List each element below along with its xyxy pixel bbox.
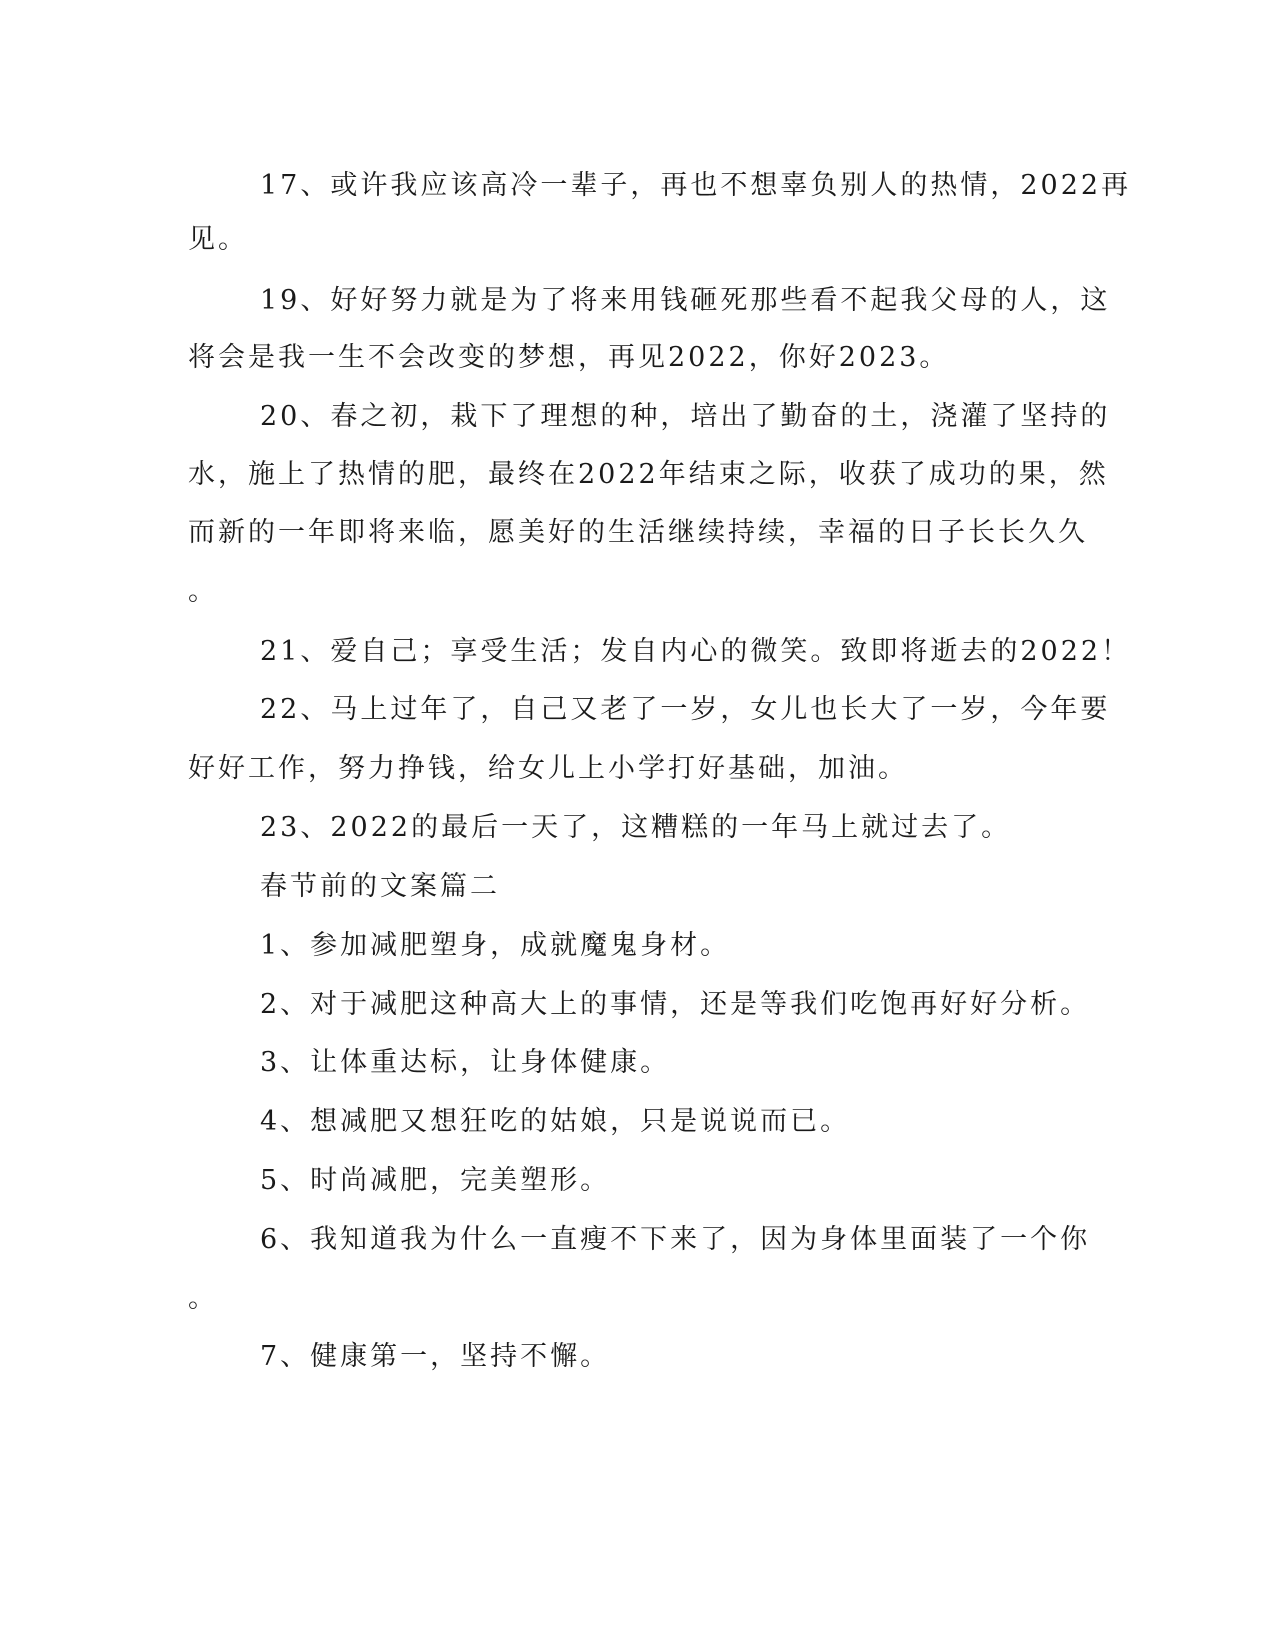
text-line: 20、春之初，栽下了理想的种，培出了勤奋的土，浇灌了坚持的 xyxy=(260,401,1111,432)
text-line: 见。 xyxy=(188,224,248,255)
text-line: 水，施上了热情的肥，最终在2022年结束之际，收获了成功的果，然 xyxy=(188,459,1109,490)
text-line: 17、或许我应该高冷一辈子，再也不想辜负别人的热情，2022再 xyxy=(260,170,1132,201)
text-line: 1、参加减肥塑身，成就魔鬼身材。 xyxy=(260,930,731,961)
text-line: 将会是我一生不会改变的梦想，再见2022，你好2023。 xyxy=(188,342,950,373)
text-line: 4、想减肥又想狂吃的姑娘，只是说说而已。 xyxy=(260,1106,851,1137)
text-line: 好好工作，努力挣钱，给女儿上小学打好基础，加油。 xyxy=(188,753,908,784)
text-line: 而新的一年即将来临，愿美好的生活继续持续，幸福的日子长长久久 xyxy=(188,517,1088,548)
text-line: 3、让体重达标，让身体健康。 xyxy=(260,1047,671,1078)
section-heading: 春节前的文案篇二 xyxy=(260,871,500,902)
text-line: 22、马上过年了，自己又老了一岁，女儿也长大了一岁，今年要 xyxy=(260,694,1111,725)
text-line: 。 xyxy=(188,576,218,607)
text-line: 5、时尚减肥，完美塑形。 xyxy=(260,1165,611,1196)
text-line: 6、我知道我为什么一直瘦不下来了，因为身体里面装了一个你 xyxy=(260,1224,1091,1255)
text-line: 2、对于减肥这种高大上的事情，还是等我们吃饱再好好分析。 xyxy=(260,989,1091,1020)
text-line: 。 xyxy=(188,1283,218,1314)
text-line: 21、爱自己；享受生活；发自内心的微笑。致即将逝去的2022！ xyxy=(260,636,1132,667)
text-line: 19、好好努力就是为了将来用钱砸死那些看不起我父母的人，这 xyxy=(260,285,1111,316)
text-line: 23、2022的最后一天了，这糟糕的一年马上就过去了。 xyxy=(260,812,1012,843)
text-line: 7、健康第一，坚持不懈。 xyxy=(260,1341,611,1372)
